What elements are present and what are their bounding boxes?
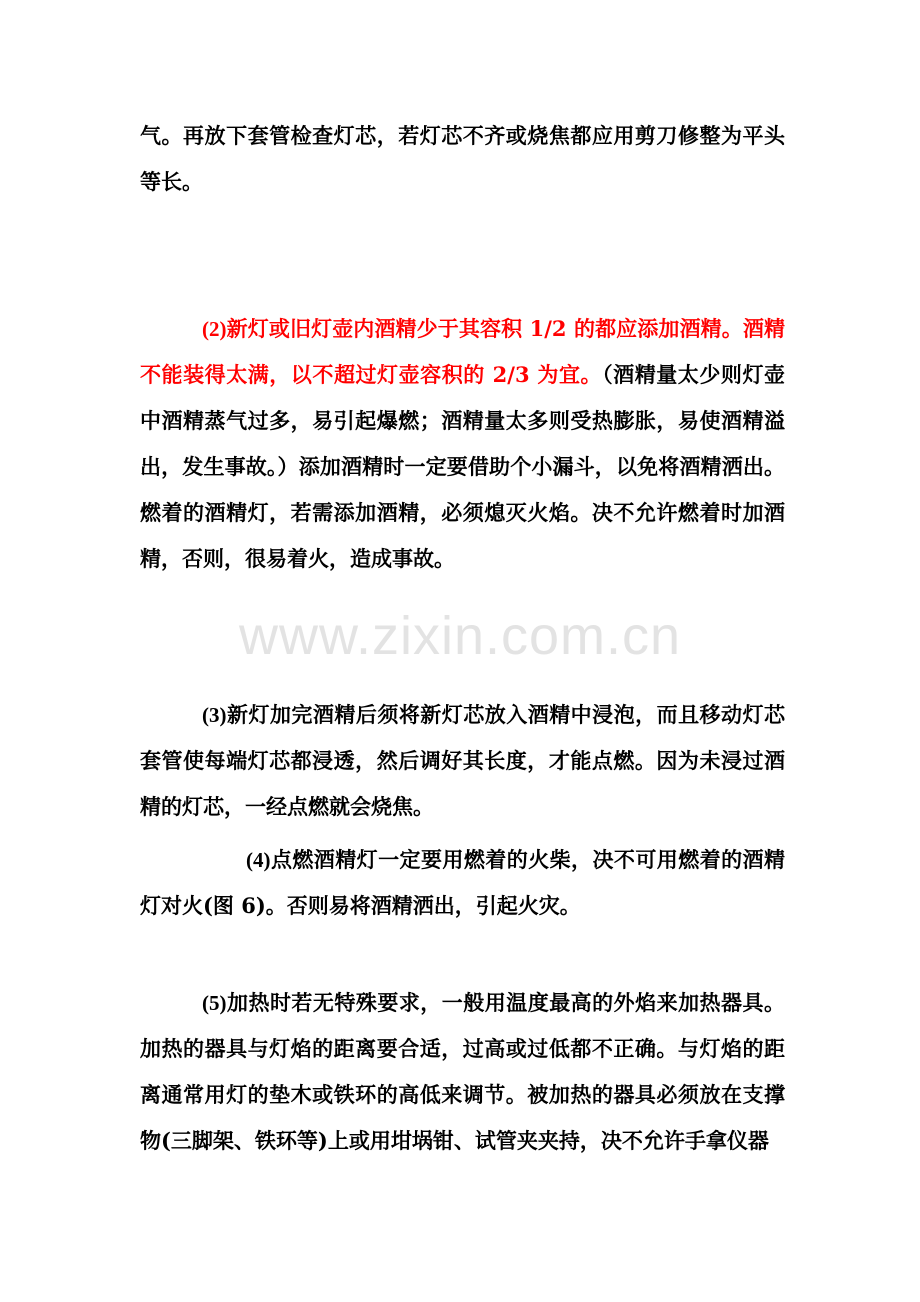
paragraph-1-text: 气。再放下套管检查灯芯，若灯芯不齐或烧焦都应用剪刀修整为平头等长。	[140, 123, 785, 194]
paragraph-1	[140, 113, 785, 205]
watermark: www.zixin.com.cn	[238, 606, 682, 666]
paragraph-3-text: 新灯加完酒精后须将新灯芯放入酒精中浸泡，而且移动灯芯套管使每端灯芯都浸透，然后调好其长度，才能点燃。因为未浸过酒精的灯芯，一经点燃就会烧焦。	[140, 702, 785, 819]
paragraph-2-number: (2)	[202, 317, 227, 341]
paragraph-2-text: （酒精量太少则灯壶中酒精蒸气过多，易引起爆燃；酒精量太多则受热膨胀，易使酒精溢出，发生事故。）添加酒精时一定要借助个小漏斗，以免将酒精洒出。燃着的酒精灯，若需添加酒精，必须熄灭火焰。决不允许燃着时加酒精，否则，很易着火，造成事故。	[140, 362, 786, 571]
paragraph-3-number: (3)	[202, 703, 227, 727]
paragraph-4-number: (4)	[246, 848, 271, 872]
paragraph-4	[140, 837, 785, 929]
paragraph-5-text: 加热时若无特殊要求，一般用温度最高的外焰来加热器具。加热的器具与灯焰的距离要合适，过高或过低都不正确。与灯焰的距离通常用灯的垫木或铁环的高低来调节。被加热的器具必须放在支撑物(三脚架、铁环等)上或用坩埚钳、试管夹夹持，决不允许手拿仪器	[140, 990, 785, 1153]
paragraph-2	[140, 306, 785, 582]
paragraph-3	[140, 692, 785, 830]
paragraph-5-number: (5)	[202, 991, 227, 1015]
paragraph-4-text: 点燃酒精灯一定要用燃着的火柴，决不可用燃着的酒精灯对火(图 6)。否则易将酒精洒出，引起火灾。	[140, 847, 785, 918]
paragraph-5	[140, 980, 785, 1164]
paragraph-2-highlight: 新灯或旧灯壶内酒精少于其容积 1/2 的都应添加酒精。酒精不能装得太满，以不超过灯壶容积的 2/3 为宜。	[140, 316, 785, 387]
